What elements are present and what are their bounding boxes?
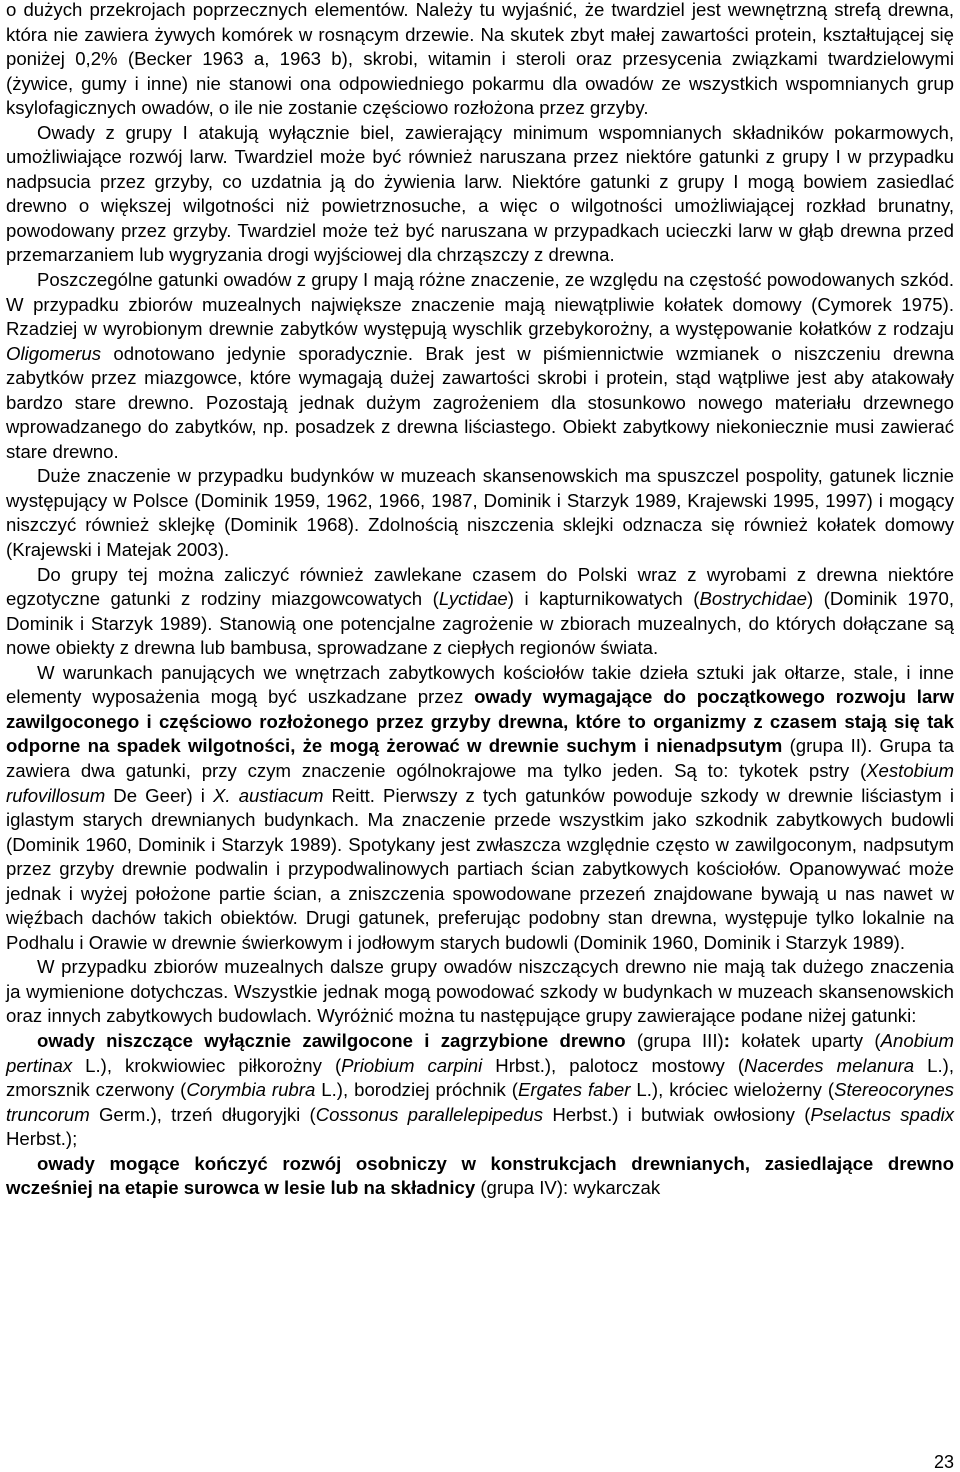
text-run: kołatek uparty ( xyxy=(729,1029,881,1051)
italic-text: Bostrychidae xyxy=(699,588,807,610)
text-run: W warunkach panujących we wnętrzach zabytkowych kościołów takie dzieła sztuki jak ołtarze, stale, i inne elementy wyposażenia mogą być uszkadzane przez xyxy=(6,661,954,708)
italic-text: Xestobium rufovillosum xyxy=(6,759,954,806)
text-run: De Geer) i xyxy=(105,784,214,806)
italic-text: Priobium carpini xyxy=(341,1054,483,1076)
text-run: W przypadku zbiorów muzealnych dalsze grupy owadów niszczących drewno nie mają tak dużego znaczenia ja wymienione dotychczas. Wszystkie jednak mogą powodować szkody w budynkach w muzeach skansenowskich oraz innych zabytkowych budowlach. Wyróżnić można tu następujące grupy zawierające podane niżej gatunki: xyxy=(6,956,954,1027)
italic-text: X. austiacum xyxy=(213,784,324,806)
paragraph xyxy=(6,563,954,661)
text-run: o dużych przekrojach poprzecznych elementów. Należy tu wyjaśnić, że twardziel jest wewnętrzną strefą drewna, która nie zawiera żywych komórek w rosnącym drzewie. Na skutek zbyt małej zawartości protein, kształtującej się poniżej 0,2% (Becker 1963 a, 1963 b), skrobi, witamin i steroli oraz przesycenia związkami twardzielowymi (żywice, gumy i inne) nie stanowi ona odpowiedniego pokarmu dla owadów ze wszystkich wspomnianych grup ksylofagicznych owadów, o ile nie zostanie częściowo rozłożona przez grzyby. xyxy=(6,0,954,119)
italic-text: Nacerdes melanura xyxy=(744,1054,915,1076)
text-run: (grupa III) xyxy=(625,1029,724,1051)
text-run: ) (Dominik 1970, Dominik i Starzyk 1989). Stanowią one potencjalne zagrożenie w zbiorach muzealnych, do których dołączane są nowe obiekty z drewna lub bambusa, sprowadzane z ciepłych regionów świata. xyxy=(6,588,955,659)
text-run: odnotowano jedynie sporadycznie. Brak jest w piśmiennictwie wzmianek o niszczeniu drewna zabytków przez miazgowce, które wymagają dużej zawartości skrobi i protein, stąd wątpliwe jest aby atakowały bardzo stare drewno. Pozostają jednak dużym zagrożeniem dla stosunkowo nowego materiału drzewnego wprowadzanego do zabytków, np. posadzek z drewna liściastego. Obiekt zabytkowy niekoniecznie musi zawierać stare drewno. xyxy=(6,342,954,462)
text-run: (grupa II). Grupa ta zawiera dwa gatunki, przy czym znaczenie ogólnokrajowe ma tylko jeden. Są to: tykotek pstry ( xyxy=(6,735,954,781)
text-run: Hrbst.), palotocz mostowy ( xyxy=(482,1054,745,1076)
italic-text: Oligomerus xyxy=(6,342,102,364)
text-run: ) i kapturnikowatych ( xyxy=(507,588,700,610)
text-run: Poszczególne gatunki owadów z grupy I mają różne znaczenie, ze względu na częstość powodowanych szkód. W przypadku zbiorów muzealnych największe znaczenie mają niewątpliwie kołatek domowy (Cymorek 1975). Rzadziej w wyrobionym drewnie zabytków występują wyschlik grzebykorożny, a występowanie kołatków z rodzaju xyxy=(6,269,954,340)
text-run: L.), krokwiowiec piłkorożny ( xyxy=(72,1054,342,1076)
paragraph xyxy=(6,1152,954,1201)
bold-text: owady wymagające do początkowego rozwoju larw zawilgoconego i częściowo rozłożonego przez grzyby drewna, które to organizmy z czasem stają się tak odporne na spadek wilgotności, że mogą żerować w drewnie suchym i nienadpsutym xyxy=(6,686,954,757)
paragraph xyxy=(6,661,954,956)
italic-text: Pselactus spadix xyxy=(810,1103,955,1125)
text-run: L.), borodziej próchnik ( xyxy=(315,1079,518,1101)
italic-text: Anobium pertinax xyxy=(6,1029,954,1076)
paragraph xyxy=(6,955,954,1029)
text-run: Duże znaczenie w przypadku budynków w muzeach skansenowskich ma spuszczel pospolity, gatunek licznie występujący w Polsce (Dominik 1959, 1962, 1966, 1987, Dominik i Starzyk 1989, Krajewski 1995, 1997) i mogący niszczyć również sklejkę (Dominik 1968). Zdolnością niszczenia sklejki odznacza się również kołatek domowy (Krajewski i Matejak 2003). xyxy=(6,465,954,561)
text-run: L.), króciec wielożerny ( xyxy=(630,1079,835,1101)
italic-text: Cossonus parallelepipedus xyxy=(315,1103,544,1125)
text-run: Owady z grupy I atakują wyłącznie biel, zawierający minimum wspomnianych składników pokarmowych, umożliwiające rozwój larw. Twardziel może być również naruszana przez niektóre gatunki z grupy I w przypadku nadpsucia przez grzyby, co uzdatnia ją do żywienia larw. Niektóre gatunki z grupy I mogą bowiem zasiedlać drewno o większej wilgotności niż powietrznosuche, a więc o wilgotności umożliwiającej rozkład brunatny, powodowany przez grzyby. Twardziel może też być naruszana w przypadkach ucieczki larw w głąb drewna przed przemarzaniem lub wygryzania drogi wyjściowej dla chrząszczy z drewna. xyxy=(6,121,954,266)
text-run: L.), zmorsznik czerwony ( xyxy=(6,1054,954,1101)
text-run: Herbst.); xyxy=(6,1128,78,1150)
page-number: 23 xyxy=(933,1452,954,1472)
paragraph xyxy=(6,464,954,562)
text-run: Do grupy tej można zaliczyć również zawlekane czasem do Polski wraz z wyrobami z drewna niektóre egzotyczne gatunki z rodziny miazgowcowatych ( xyxy=(6,563,954,610)
paragraph xyxy=(6,0,954,121)
text-run: (grupa IV): wykarczak xyxy=(475,1177,661,1199)
text-run: Reitt. Pierwszy z tych gatunków powoduje szkody w drewnie liściastym i iglastym starych drewnianych budynkach. Ma znaczenie przede wszystkim jako szkodnik zabytkowych budowli (Dominik 1960, Dominik i Starzyk 1989). Spotykany jest zwłaszcza względnie często w zawilgoconym, nadpsutym przez grzyby drewnie podwalin i przypodwalinowych partiach ścian zabytkowych kościołów. Opanowywać może jednak i wyżej położone partie ścian, a zniszczenia spowodowane przezeń znajdowane bywają u nas nawet w więźbach dachów takich obiektów. Drugi gatunek, preferując podobny stan drewna, występuje tylko lokalnie na Podhalu i Orawie w drewnie świerkowym i jodłowym starych budowli (Dominik 1960, Dominik i Starzyk 1989). xyxy=(6,784,955,953)
italic-text: Stereocorynes truncorum xyxy=(6,1079,954,1125)
paragraph xyxy=(6,268,954,464)
bold-text: owady mogące kończyć rozwój osobniczy w konstrukcjach drewnianych, zasiedlające drewno wcześniej na etapie surowca w lesie lub na składnicy xyxy=(6,1152,954,1199)
document-page xyxy=(6,0,954,1201)
paragraph xyxy=(6,121,954,268)
text-run: Herbst.) i butwiak owłosiony ( xyxy=(543,1103,811,1125)
italic-text: Ergates faber xyxy=(517,1079,631,1101)
text-run: Germ.), trzeń długoryjki ( xyxy=(89,1103,316,1125)
bold-text: owady niszczące wyłącznie zawilgocone i zagrzybione drewno xyxy=(37,1029,626,1051)
paragraph xyxy=(6,1029,954,1152)
italic-text: Lyctidae xyxy=(438,588,508,610)
italic-text: Corymbia rubra xyxy=(186,1079,316,1101)
body-text xyxy=(6,0,954,1201)
bold-text: : xyxy=(723,1029,730,1051)
